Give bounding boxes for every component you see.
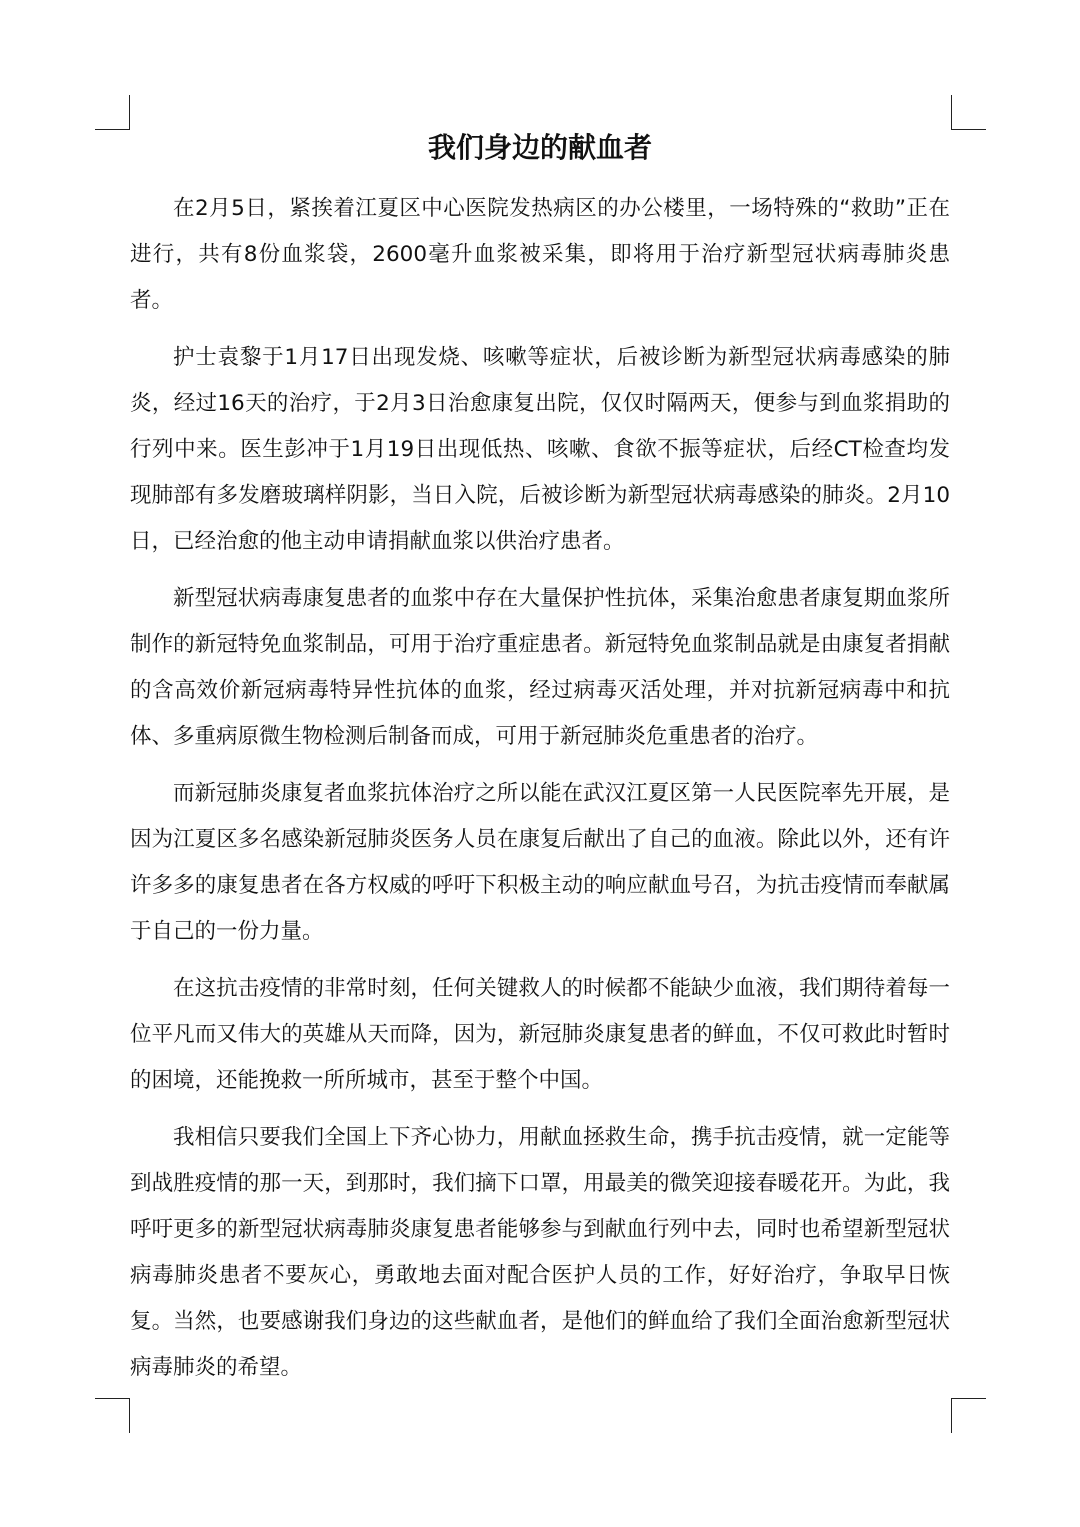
paragraph-4: 而新冠肺炎康复者血浆抗体治疗之所以能在武汉江夏区第一人民医院率先开展，是因为江夏区多名感染新冠肺炎医务人员在康复后献出了自己的血液。除此以外，还有许许多多的康复患者在各方权威的呼吁下积极主动的响应献血号召，为抗击疫情而奉献属于自己的一份力量。 [130,781,950,944]
paragraph-3: 新型冠状病毒康复患者的血浆中存在大量保护性抗体，采集治愈患者康复期血浆所制作的新冠特免血浆制品，可用于治疗重症患者。新冠特免血浆制品就是由康复者捐献的含高效价新冠病毒特异性抗体的血浆，经过病毒灭活处理，并对抗新冠病毒中和抗体、多重病原微生物检测后制备而成，可用于新冠肺炎危重患者的治疗。 [130,586,950,749]
paragraph-5: 在这抗击疫情的非常时刻，任何关键救人的时候都不能缺少血液，我们期待着每一位平凡而又伟大的英雄从天而降，因为，新冠肺炎康复患者的鲜血，不仅可救此时暂时的困境，还能挽救一所所城市，甚至于整个中国。 [130,976,950,1093]
crop-mark-bottom-right [951,1398,986,1433]
paragraph-6: 我相信只要我们全国上下齐心协力，用献血拯救生命，携手抗击疫情，就一定能等到战胜疫情的那一天，到那时，我们摘下口罩，用最美的微笑迎接春暖花开。为此，我呼吁更多的新型冠状病毒肺炎康复患者能够参与到献血行列中去，同时也希望新型冠状病毒肺炎患者不要灰心，勇敢地去面对配合医护人员的工作，好好治疗，争取早日恢复。当然，也要感谢我们身边的这些献血者，是他们的鲜血给了我们全面治愈新型冠状病毒肺炎的希望。 [130,1125,950,1380]
document-title: 我们身边的献血者 [427,131,652,164]
crop-mark-top-right [951,95,986,130]
paragraph-2: 护士袁黎于1月17日出现发烧、咳嗽等症状，后被诊断为新型冠状病毒感染的肺炎，经过16天的治疗，于2月3日治愈康复出院，仅仅时隔两天，便参与到血浆捐助的行列中来。医生彭冲于1月19日出现低热、咳嗽、食欲不振等症状，后经CT检查均发现肺部有多发磨玻璃样阴影，当日入院，后被诊断为新型冠状病毒感染的肺炎。2月10日，已经治愈的他主动申请捐献血浆以供治疗患者。 [130,345,950,554]
document-body [130,125,950,1402]
paragraph-1: 在2月5日，紧挨着江夏区中心医院发热病区的办公楼里，一场特殊的“救助”正在进行，共有8份血浆袋，2600毫升血浆被采集，即将用于治疗新型冠状病毒肺炎患者。 [130,196,950,313]
crop-mark-bottom-left [95,1398,130,1433]
crop-mark-top-left [95,95,130,130]
